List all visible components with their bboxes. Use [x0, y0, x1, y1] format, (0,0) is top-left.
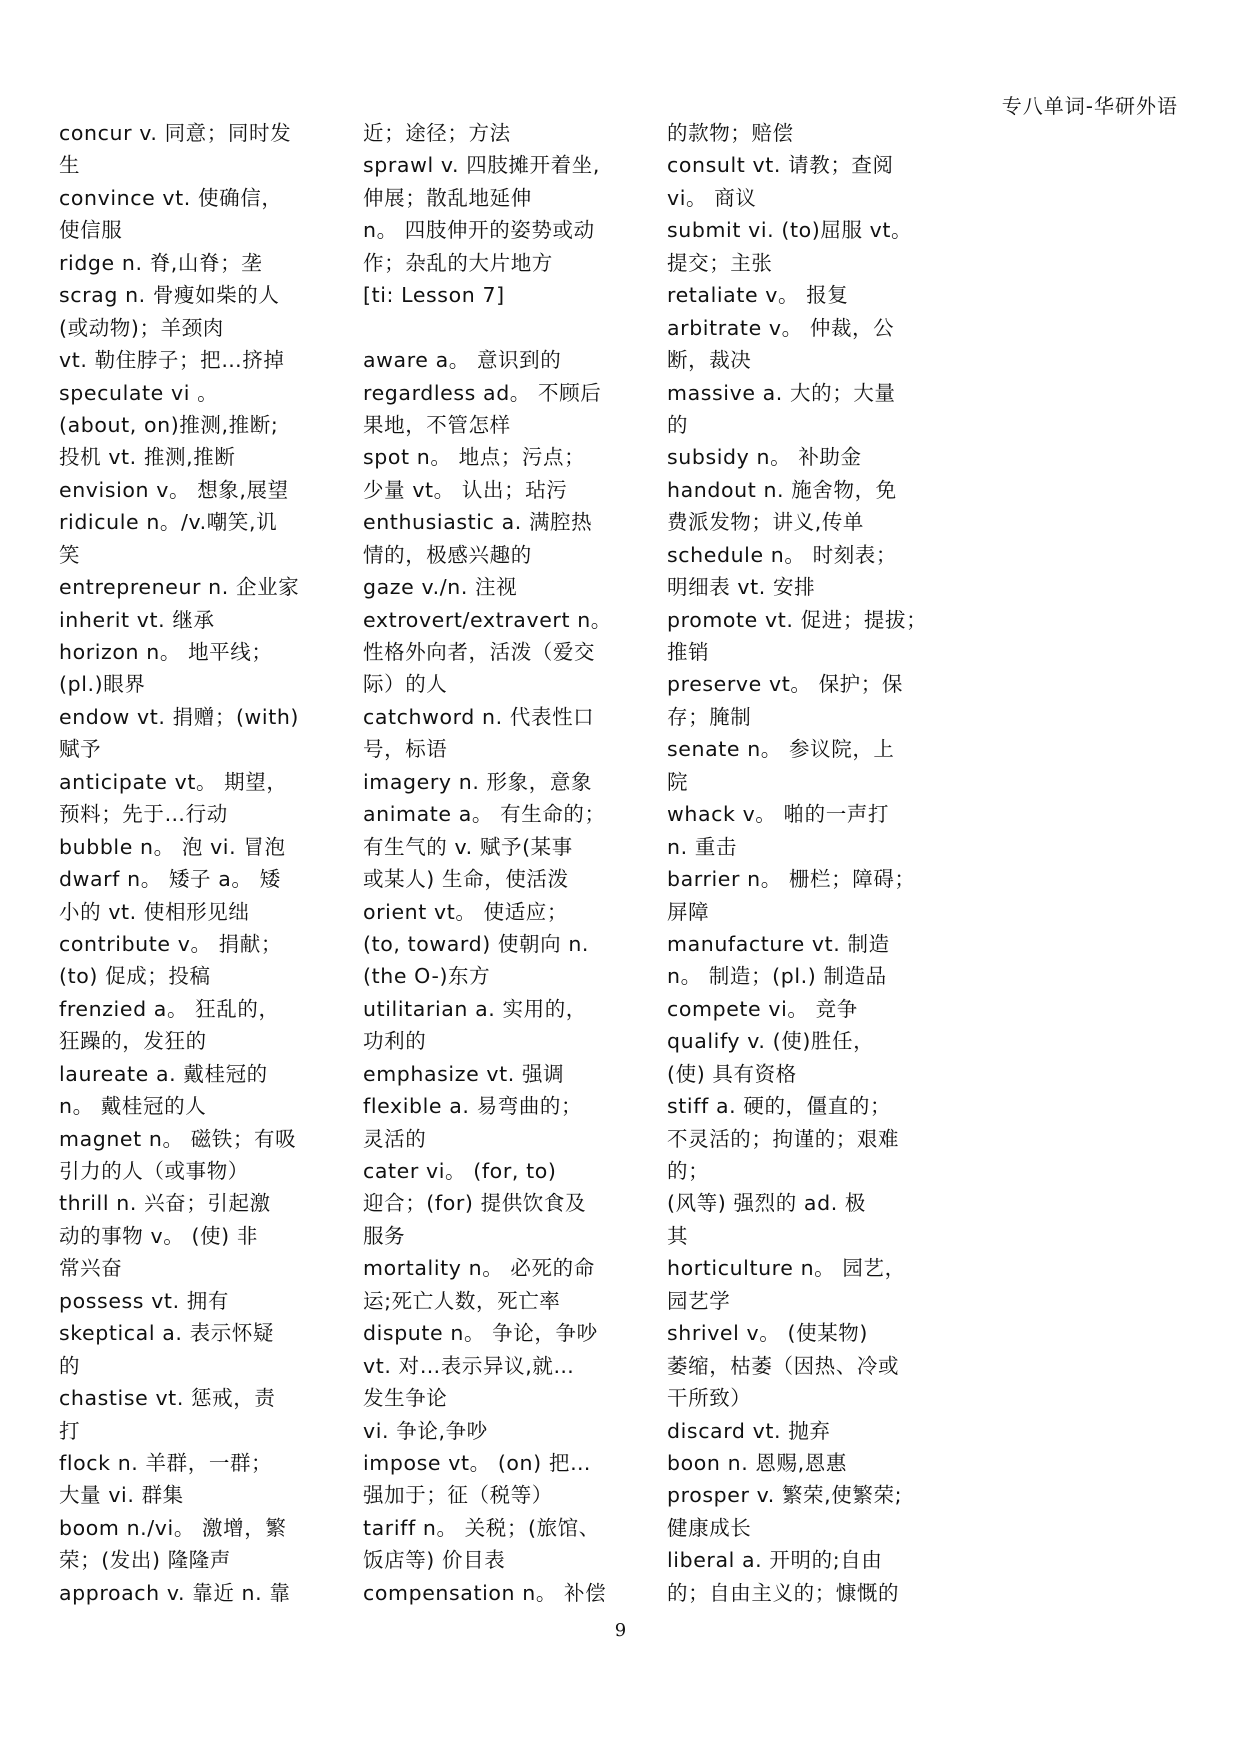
vocabulary-line: boom n./vi。 激增，繁 [59, 1515, 287, 1540]
vocabulary-line: 提交；主张 [667, 250, 773, 275]
vocabulary-line: 大量 vi. 群集 [59, 1483, 184, 1508]
vocabulary-line: envision v。 想象,展望 [59, 477, 289, 502]
vocabulary-line: 屏障 [667, 899, 710, 924]
vocabulary-line: 灵活的 [363, 1126, 427, 1151]
vocabulary-line: n。 戴桂冠的人 [59, 1094, 207, 1119]
vocabulary-line: 断，裁决 [667, 348, 752, 373]
vocabulary-line: (the O-)东方 [363, 964, 491, 989]
vocabulary-line: 作；杂乱的大片地方 [363, 250, 553, 275]
vocabulary-line: impose vt。 (on) 把… [363, 1450, 592, 1475]
vocabulary-line: 赋予 [59, 737, 102, 762]
vocabulary-line: vt. 对…表示异议,就… [363, 1353, 575, 1378]
vocabulary-line: 的款物；赔偿 [667, 121, 794, 145]
vocabulary-line: chastise vt. 惩戒，责 [59, 1386, 276, 1411]
vocabulary-line: promote vt. 促进；提拔； [667, 607, 928, 632]
vocabulary-line: vt. 勒住脖子；把…挤掉 [59, 348, 285, 373]
vocabulary-line: 打 [59, 1418, 81, 1443]
vocabulary-line: 际）的人 [363, 672, 448, 697]
vocabulary-line: 功利的 [363, 1029, 427, 1054]
vocabulary-line: discard vt. 抛弃 [667, 1418, 831, 1443]
vocabulary-line: 服务 [363, 1223, 406, 1248]
vocabulary-line: horticulture n。 园艺， [667, 1256, 906, 1281]
vocabulary-line: dispute n。 争论，争吵 [363, 1321, 598, 1346]
vocabulary-line: (about, on)推测,推断; [59, 412, 279, 437]
vocabulary-line: gaze v./n. 注视 [363, 575, 518, 600]
vocabulary-line: 不灵活的；拘谨的；艰难 [667, 1126, 900, 1151]
vocabulary-line: shrivel v。 (使某物) [667, 1321, 868, 1346]
vocabulary-line: 情的，极感兴趣的 [363, 542, 532, 567]
page-header: 专八单词-华研外语 [1001, 94, 1178, 118]
vocabulary-line: 少量 vt。 认出；玷污 [363, 477, 568, 502]
vocabulary-line: 迎合；(for) 提供饮食及 [363, 1191, 587, 1216]
vocabulary-line: 饭店等) 价目表 [363, 1548, 506, 1573]
vocabulary-line: tariff n。 关税；(旅馆、 [363, 1515, 600, 1540]
vocabulary-line: inherit vt. 继承 [59, 607, 215, 632]
vocabulary-line: (to) 促成；投稿 [59, 964, 211, 989]
vocabulary-line: barrier n。 栅栏；障碍； [667, 867, 916, 892]
vocabulary-line: ridicule n。/v.嘲笑,讥 [59, 510, 278, 535]
vocabulary-line: n. 重击 [667, 834, 738, 859]
vocabulary-line: 的； [667, 1159, 710, 1183]
vocabulary-line: submit vi. (to)屈服 vt。 [667, 218, 913, 243]
page-number: 9 [614, 1620, 627, 1641]
vocabulary-line: frenzied a。 狂乱的， [59, 996, 280, 1021]
vocabulary-line: 动的事物 v。 (使) 非 [59, 1223, 258, 1248]
vocabulary-line: horizon n。 地平线； [59, 640, 273, 664]
vocabulary-line: 近；途径；方法 [363, 121, 511, 145]
vocabulary-line: qualify v. (使)胜任， [667, 1029, 875, 1054]
vocabulary-line: preserve vt。 保护；保 [667, 672, 903, 697]
vocabulary-line: 引力的人（或事物） [59, 1159, 249, 1183]
vocabulary-line: aware a。 意识到的 [363, 348, 562, 373]
vocabulary-line: manufacture vt. 制造 [667, 931, 890, 956]
vocabulary-line: 使信服 [59, 218, 123, 243]
vocabulary-line: 推销 [667, 640, 710, 664]
vocabulary-line: 的 [667, 412, 689, 437]
vocabulary-line: utilitarian a. 实用的， [363, 996, 587, 1021]
vocabulary-line: vi. 争论,争吵 [363, 1418, 488, 1443]
vocabulary-line: n。 制造；(pl.) 制造品 [667, 964, 887, 989]
vocabulary-line: mortality n。 必死的命 [363, 1256, 595, 1281]
vocabulary-line: skeptical a. 表示怀疑 [59, 1321, 275, 1346]
vocabulary-line: massive a. 大的；大量 [667, 380, 896, 405]
vocabulary-line: anticipate vt。 期望， [59, 769, 288, 794]
vocabulary-line: 或某人) 生命，使活泼 [363, 867, 569, 892]
vocabulary-line: 存；腌制 [667, 704, 752, 729]
vocabulary-line: boon n. 恩赐,恩惠 [667, 1450, 847, 1475]
vocabulary-line: (使) 具有资格 [667, 1061, 797, 1086]
vocabulary-line: orient vt。 使适应； [363, 899, 569, 924]
vocabulary-line: schedule n。 时刻表； [667, 542, 897, 567]
vocabulary-line: 发生争论 [363, 1386, 448, 1411]
vocabulary-line: retaliate v。 报复 [667, 283, 849, 308]
vocabulary-line: senate n。 参议院，上 [667, 737, 895, 762]
vocabulary-line: compete vi。 竞争 [667, 996, 858, 1021]
vocabulary-column-3 [667, 117, 937, 1609]
vocabulary-line: dwarf n。 矮子 a。 矮 [59, 867, 281, 892]
vocabulary-line: whack v。 啪的一声打 [667, 802, 890, 827]
vocabulary-line: prosper v. 繁荣,使繁荣; [667, 1483, 903, 1508]
vocabulary-column-2 [363, 117, 633, 1609]
vocabulary-line: 有生气的 v. 赋予(某事 [363, 834, 573, 859]
vocabulary-line: 果地，不管怎样 [363, 412, 511, 437]
vocabulary-line: (to, toward) 使朝向 n. [363, 931, 590, 956]
vocabulary-line: 的；自由主义的；慷慨的 [667, 1580, 900, 1605]
vocabulary-line: compensation n。 补偿 [363, 1580, 607, 1605]
vocabulary-line: vi。 商议 [667, 185, 757, 210]
vocabulary-line: 预料；先于…行动 [59, 802, 228, 827]
vocabulary-line: imagery n. 形象，意象 [363, 769, 593, 794]
vocabulary-line: 笑 [59, 542, 81, 567]
vocabulary-line: 投机 vt. 推测,推断 [59, 445, 236, 470]
vocabulary-line: n。 四肢伸开的姿势或动 [363, 218, 595, 243]
vocabulary-line: 费派发物；讲义,传单 [667, 510, 865, 535]
vocabulary-line: bubble n。 泡 vi. 冒泡 [59, 834, 286, 859]
vocabulary-line: handout n. 施舍物，免 [667, 477, 897, 502]
vocabulary-line: 荣；(发出) 隆隆声 [59, 1548, 232, 1573]
vocabulary-line: thrill n. 兴奋；引起激 [59, 1191, 271, 1216]
vocabulary-line: [ti: Lesson 7] [363, 283, 505, 308]
vocabulary-line: scrag n. 骨瘦如柴的人 [59, 283, 280, 308]
vocabulary-line: (风等) 强烈的 ad. 极 [667, 1191, 867, 1216]
vocabulary-line: 运;死亡人数，死亡率 [363, 1288, 561, 1313]
vocabulary-line: 院 [667, 769, 689, 794]
vocabulary-line: flexible a. 易弯曲的； [363, 1094, 583, 1119]
vocabulary-line: (或动物)；羊颈肉 [59, 315, 224, 340]
vocabulary-line: endow vt. 捐赠；(with) [59, 704, 300, 729]
vocabulary-line: possess vt. 拥有 [59, 1288, 230, 1313]
vocabulary-line: subsidy n。 补助金 [667, 445, 862, 470]
vocabulary-line [363, 312, 633, 344]
vocabulary-line: cater vi。 (for, to) [363, 1159, 557, 1183]
vocabulary-line: liberal a. 开明的;自由 [667, 1548, 883, 1573]
vocabulary-line: animate a。 有生命的； [363, 802, 606, 827]
vocabulary-line: 其 [667, 1223, 689, 1248]
vocabulary-line: 干所致） [667, 1386, 752, 1411]
vocabulary-line: 常兴奋 [59, 1256, 123, 1281]
vocabulary-line: enthusiastic a. 满腔热 [363, 510, 593, 535]
vocabulary-line: contribute v。 捐献； [59, 931, 282, 956]
vocabulary-line: flock n. 羊群，一群； [59, 1450, 273, 1475]
vocabulary-line: spot n。 地点；污点； [363, 445, 586, 470]
vocabulary-line: extrovert/extravert n。 [363, 607, 612, 632]
vocabulary-line: approach v. 靠近 n. 靠 [59, 1580, 291, 1605]
vocabulary-line: stiff a. 硬的，僵直的； [667, 1094, 892, 1119]
vocabulary-line: (pl.)眼界 [59, 672, 146, 697]
vocabulary-line: ridge n. 脊,山脊；垄 [59, 250, 263, 275]
vocabulary-line: convince vt. 使确信， [59, 185, 283, 210]
vocabulary-line: 小的 vt. 使相形见绌 [59, 899, 250, 924]
vocabulary-line: 生 [59, 153, 81, 178]
vocabulary-line: emphasize vt. 强调 [363, 1061, 565, 1086]
vocabulary-line: arbitrate v。 仲裁，公 [667, 315, 895, 340]
vocabulary-line: 号，标语 [363, 737, 448, 762]
vocabulary-line: 狂躁的，发狂的 [59, 1029, 207, 1054]
vocabulary-line: concur v. 同意；同时发 [59, 121, 292, 145]
vocabulary-line: 强加于；征（税等） [363, 1483, 553, 1508]
vocabulary-line: 性格外向者，活泼（爱交 [363, 640, 596, 664]
vocabulary-line: regardless ad。 不顾后 [363, 380, 602, 405]
vocabulary-line: 健康成长 [667, 1515, 752, 1540]
vocabulary-line: sprawl v. 四肢摊开着坐, [363, 153, 600, 178]
vocabulary-line: catchword n. 代表性口 [363, 704, 595, 729]
vocabulary-line: magnet n。 磁铁；有吸 [59, 1126, 297, 1151]
vocabulary-line: 伸展；散乱地延伸 [363, 185, 532, 210]
vocabulary-columns [59, 117, 1179, 1609]
vocabulary-line: entrepreneur n. 企业家 [59, 575, 300, 600]
vocabulary-line: speculate vi 。 [59, 380, 219, 405]
vocabulary-line: consult vt. 请教；查阅 [667, 153, 894, 178]
vocabulary-column-1 [59, 117, 329, 1609]
vocabulary-line: 明细表 vt. 安排 [667, 575, 816, 600]
vocabulary-line: 园艺学 [667, 1288, 731, 1313]
vocabulary-line: 萎缩，枯萎（因热、冷或 [667, 1353, 900, 1378]
vocabulary-line: laureate a. 戴桂冠的 [59, 1061, 268, 1086]
vocabulary-line: 的 [59, 1353, 81, 1378]
